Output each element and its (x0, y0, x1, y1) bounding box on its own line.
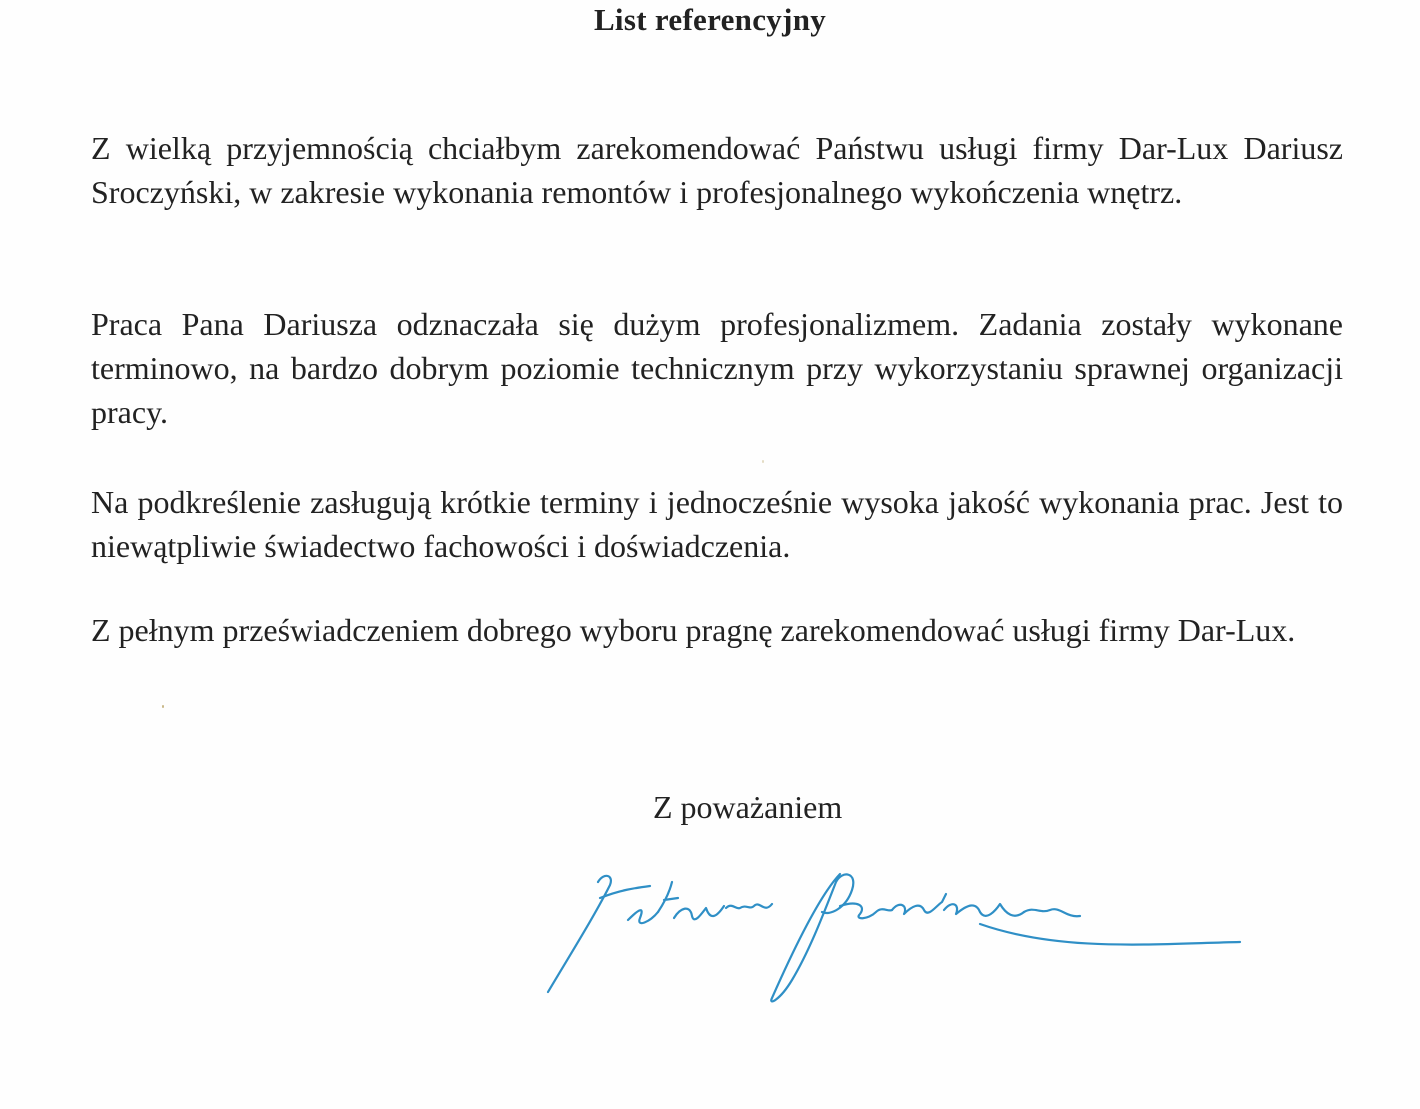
paper-speck (162, 705, 164, 708)
closing-salutation: Z poważaniem (653, 789, 843, 825)
paragraph-quality: Na podkreślenie zasługują krótkie terminy i jednocześnie wysoka jakość wykonania prac. Jest to niewątpliwie świadectwo fachowości i doświadczenia. (91, 484, 1343, 564)
paragraph-conclusion: Z pełnym przeświadczeniem dobrego wyboru pragnę zarekomendować usługi firmy Dar-Lux. (91, 612, 1296, 648)
paper-speck (762, 460, 764, 463)
handwritten-signature (540, 860, 1250, 1010)
paragraph-recommendation: Z wielką przyjemnością chciałbym zarekomendować Państwu usługi firmy Dar-Lux Dariusz Sroczyński, w zakresie wykonania remontów i profesjonalnego wykończenia wnętrz. (91, 130, 1343, 210)
paragraph-professionalism: Praca Pana Dariusza odznaczała się dużym profesjonalizmem. Zadania zostały wykonane terminowo, na bardzo dobrym poziomie technicznym przy wykorzystaniu sprawnej organizacji pracy. (91, 306, 1343, 430)
letter-title: List referencyjny (593, 2, 827, 37)
